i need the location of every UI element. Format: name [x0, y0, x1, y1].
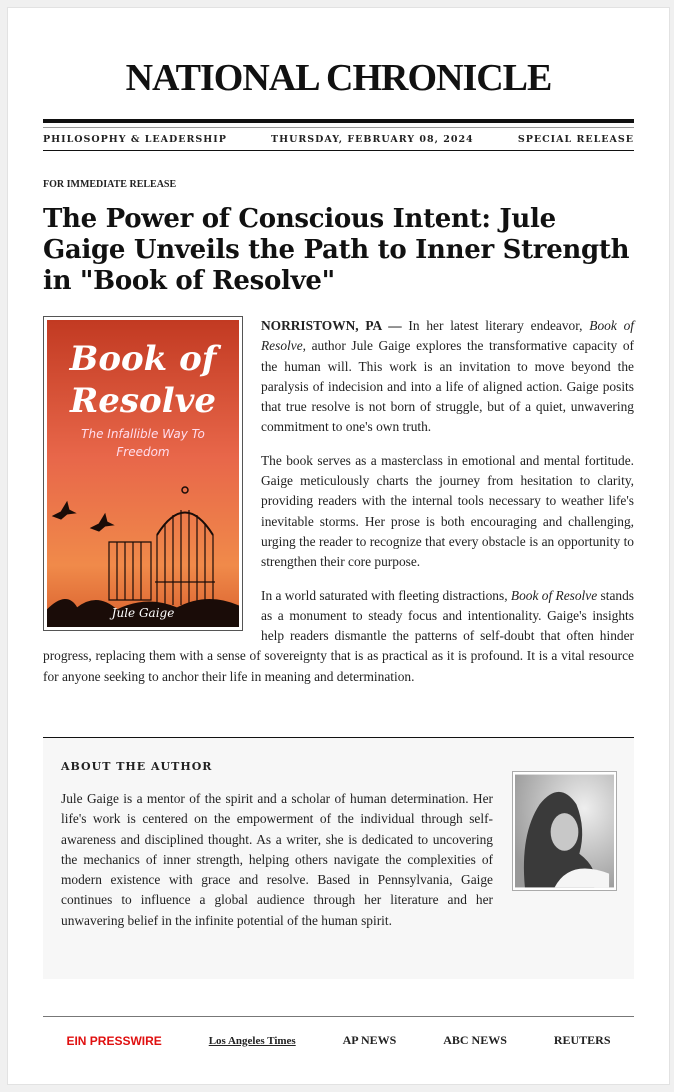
book-cover-image [43, 316, 243, 631]
page-card [7, 7, 670, 1085]
author-portrait [515, 774, 614, 888]
divider [43, 119, 634, 123]
logo-ein-presswire: EIN PRESSWIRE [66, 1033, 162, 1048]
logo-abc-news: ABC NEWS [443, 1033, 507, 1047]
issue-date: THURSDAY, FEBRUARY 08, 2024 [271, 134, 474, 145]
masthead-meta [43, 128, 634, 150]
headline: The Power of Conscious Intent: Jule Gaige Unveils the Path to Inner Strength in "Book of Resolve" [43, 204, 630, 296]
cover-title: Resolve [69, 381, 217, 421]
cover-subtitle: The Infallible Way To [81, 427, 205, 441]
logo-los-angeles-times: Los Angeles Times [208, 1034, 296, 1047]
masthead-title: NATIONAL CHRONICLE [125, 57, 552, 99]
cover-author: Jule Gaige [111, 606, 175, 620]
author-photo [512, 771, 617, 891]
section-label: PHILOSOPHY & LEADERSHIP [43, 134, 227, 145]
book-title: Book of Resolve [510, 587, 598, 603]
edition-label: SPECIAL RELEASE [517, 134, 634, 145]
text: stands as a monument to steady focus and intentionality. Gaige's insights help readers dismantle the patterns of self-doubt that often hinder progress, replacing them with a sense of sovereignty that is as practical as it is profound. It is a vital resource for anyone seeking to anchor their life in meaning and determination. [43, 587, 634, 684]
logo-reuters: REUTERS [553, 1033, 611, 1047]
author-bio: Jule Gaige is a mentor of the spirit and a scholar of human determination. Her life's work is centered on the empowerment of the individual through self-awareness and disciplined thought. As a writer, she is dedicated to uncovering the mechanics of inner strength, helping others navigate the complexities of modern existence with grace and resolve. Based in Pennsylvania, Gaige continues to influence a global audience through her literature and her unwavering belief in the infinite potential of the human spirit. [61, 791, 493, 928]
text: In her latest literary endeavor, [401, 318, 590, 333]
about-heading: ABOUT THE AUTHOR [61, 760, 213, 773]
cover-title: Book of [69, 339, 217, 379]
book-title: Book of Resolve [261, 318, 634, 354]
divider [43, 150, 634, 151]
book-cover-art [47, 320, 239, 627]
cover-subtitle: Freedom [116, 445, 170, 459]
article-body [43, 316, 634, 687]
text: , author Jule Gaige explores the transformative capacity of the human will. This work is an invitation to move beyond the paralysis of indecision and into a life of aligned action. Gaige posits that true resolve is not born of struggle, but of a quiet, unwavering commitment to one's own truth. [261, 338, 634, 435]
dateline: NORRISTOWN, PA — [261, 318, 402, 333]
about-author-box [43, 737, 634, 979]
media-logos [43, 1016, 634, 1064]
logo-ap-news: AP NEWS [342, 1033, 397, 1047]
paragraph: The book serves as a masterclass in emotional and mental fortitude. Gaige meticulously charts the journey from hesitation to clarity, providing readers with the internal tools necessary to weather life's inevitable storms. Her prose is both encouraging and challenging, urging the reader to recognize that every obstacle is an opportunity to strengthen their core purpose. [261, 452, 634, 570]
kicker: FOR IMMEDIATE RELEASE [43, 179, 177, 190]
text: In a world saturated with fleeting distractions, [261, 587, 511, 603]
